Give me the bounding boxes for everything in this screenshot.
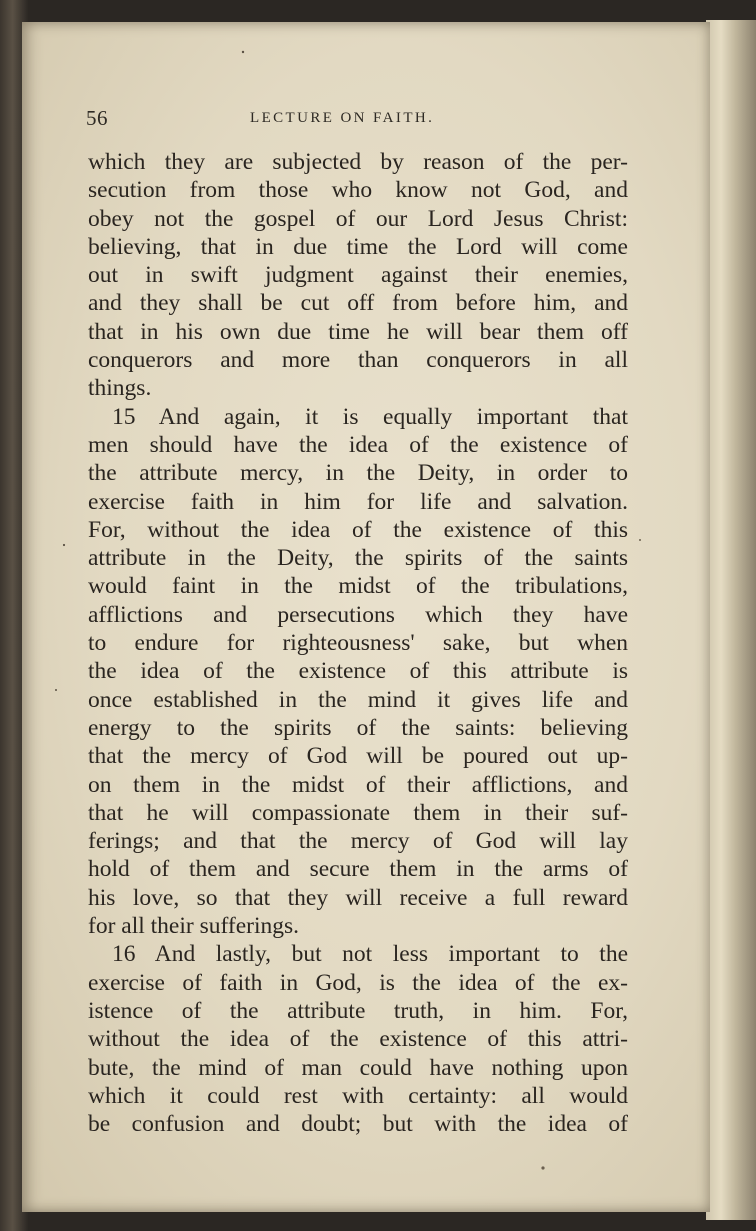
text-line: exercise of faith in God, is the idea of the ex- [88, 969, 628, 996]
text-line: that he will compassionate them in their suf- [88, 799, 628, 826]
text-line: the idea of the existence of this attribute is [88, 658, 628, 685]
text-line: men should have the idea of the existence of [88, 431, 628, 458]
text-line: conquerors and more than conquerors in all [88, 347, 628, 374]
text-line: obey not the gospel of our Lord Jesus Christ: [88, 205, 628, 232]
text-line: that in his own due time he will bear them off [88, 318, 628, 345]
text-line: his love, so that they will receive a full reward [88, 884, 628, 911]
text-line: out in swift judgment against their enemies, [88, 262, 628, 289]
text-line: without the idea of the existence of this attri- [88, 1026, 628, 1053]
text-line: and they shall be cut off from before him, and [88, 290, 628, 317]
text-line: exercise faith in him for life and salvation. [88, 488, 628, 515]
text-line: which they are subjected by reason of the per- [88, 149, 628, 175]
text-line: For, without the idea of the existence of this [88, 516, 628, 543]
text-line: for all their sufferings. [88, 913, 300, 940]
text-line: energy to the spirits of the saints: believing [88, 714, 628, 741]
text-line: istence of the attribute truth, in him. For, [88, 997, 628, 1024]
text-line: bute, the mind of man could have nothing upon [88, 1054, 628, 1081]
paragraph-start-line: 15 And again, it is equally important that [112, 403, 628, 430]
text-line: ferings; and that the mercy of God will lay [88, 828, 628, 855]
text-line: be confusion and doubt; but with the idea of [88, 1111, 628, 1138]
page-number: 56 [86, 106, 108, 130]
text-line: on them in the midst of their afflictions, and [88, 771, 628, 798]
text-line: once established in the mind it gives life and [88, 686, 628, 713]
running-head-title: LECTURE ON FAITH. [250, 110, 435, 126]
text-line: to endure for righteousness' sake, but when [88, 630, 628, 657]
text-line: afflictions and persecutions which they have [88, 601, 628, 628]
body-text [88, 148, 628, 1138]
text-line: which it could rest with certainty: all would [88, 1082, 628, 1109]
running-head [86, 106, 516, 134]
text-line: that the mercy of God will be poured out up- [88, 743, 628, 770]
text-line: secution from those who know not God, and [88, 177, 628, 204]
text-line: attribute in the Deity, the spirits of the saints [88, 545, 628, 572]
text-line: believing, that in due time the Lord will come [88, 233, 628, 260]
text-line: would faint in the midst of the tribulations, [88, 573, 628, 600]
text-line: the attribute mercy, in the Deity, in order to [88, 460, 628, 487]
page-stack-edge [706, 20, 756, 1220]
text-line: hold of them and secure them in the arms of [88, 856, 628, 883]
paragraph-start-line: 16 And lastly, but not less important to the [112, 941, 628, 968]
text-line: things. [88, 375, 152, 402]
